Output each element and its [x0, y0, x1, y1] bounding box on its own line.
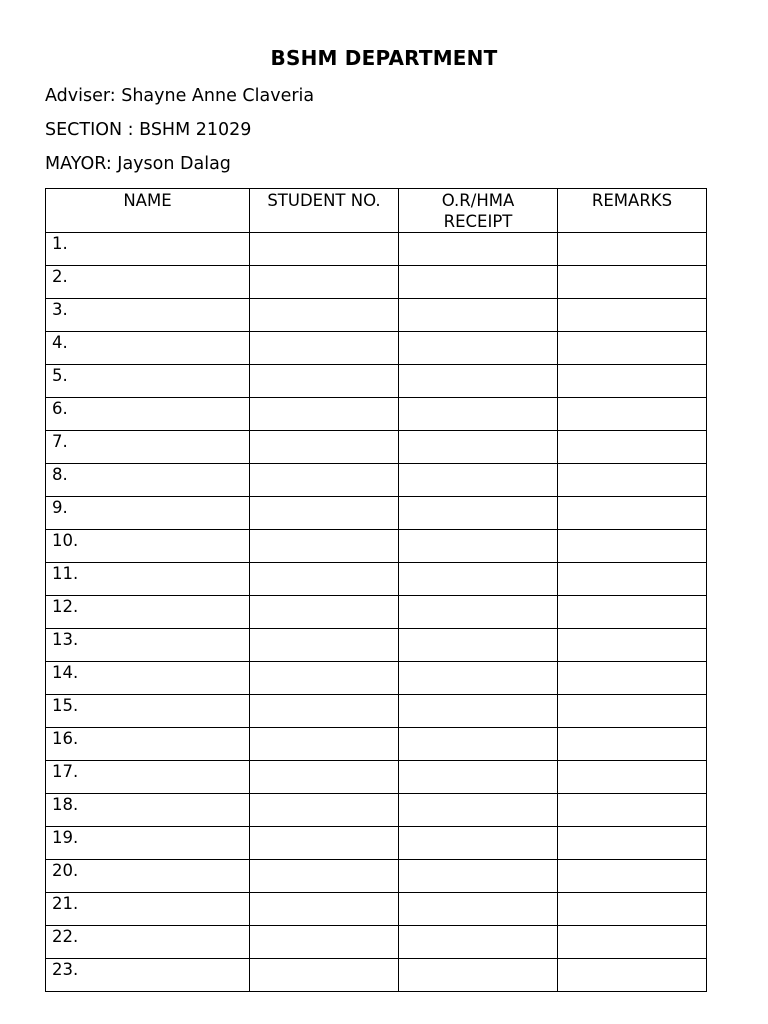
- remarks-cell[interactable]: [558, 926, 707, 959]
- remarks-cell[interactable]: [558, 266, 707, 299]
- table-row: [46, 266, 707, 299]
- table-header-row: [46, 189, 707, 233]
- receipt-cell[interactable]: [399, 299, 558, 332]
- remarks-cell[interactable]: [558, 596, 707, 629]
- table-row: [46, 926, 707, 959]
- student-no-cell[interactable]: [250, 530, 399, 563]
- remarks-cell[interactable]: [558, 629, 707, 662]
- student-no-cell[interactable]: [250, 431, 399, 464]
- student-no-cell[interactable]: [250, 332, 399, 365]
- table-row: [46, 629, 707, 662]
- receipt-cell[interactable]: [399, 662, 558, 695]
- student-no-cell[interactable]: [250, 761, 399, 794]
- remarks-cell[interactable]: [558, 299, 707, 332]
- row-number-name-cell[interactable]: [46, 959, 250, 992]
- student-no-cell[interactable]: [250, 596, 399, 629]
- row-number-name-cell[interactable]: [46, 464, 250, 497]
- receipt-cell[interactable]: [399, 959, 558, 992]
- row-number-name-cell[interactable]: [46, 530, 250, 563]
- student-no-cell[interactable]: [250, 563, 399, 596]
- row-number: 10.: [52, 531, 79, 550]
- row-number-name-cell[interactable]: [46, 233, 250, 266]
- table-row: [46, 695, 707, 728]
- row-number-name-cell[interactable]: [46, 299, 250, 332]
- header-receipt-line2: RECEIPT: [443, 212, 513, 231]
- row-number-name-cell[interactable]: [46, 629, 250, 662]
- student-no-cell[interactable]: [250, 497, 399, 530]
- receipt-cell[interactable]: [399, 365, 558, 398]
- row-number: 9.: [52, 498, 68, 517]
- mayor-line: MAYOR: Jayson Dalag: [45, 154, 231, 174]
- header-name: NAME: [46, 189, 250, 233]
- student-no-cell[interactable]: [250, 365, 399, 398]
- receipt-cell[interactable]: [399, 728, 558, 761]
- table-row: [46, 431, 707, 464]
- table-row: [46, 794, 707, 827]
- roster-body: [46, 233, 707, 992]
- student-no-cell[interactable]: [250, 860, 399, 893]
- remarks-cell[interactable]: [558, 728, 707, 761]
- row-number: 11.: [52, 564, 79, 583]
- table-row: [46, 497, 707, 530]
- receipt-cell[interactable]: [399, 827, 558, 860]
- remarks-cell[interactable]: [558, 464, 707, 497]
- row-number: 14.: [52, 663, 79, 682]
- row-number: 23.: [52, 960, 79, 979]
- table-row: [46, 332, 707, 365]
- header-remarks: REMARKS: [558, 189, 707, 233]
- row-number-name-cell[interactable]: [46, 926, 250, 959]
- remarks-cell[interactable]: [558, 794, 707, 827]
- table-row: [46, 233, 707, 266]
- receipt-cell[interactable]: [399, 629, 558, 662]
- table-row: [46, 959, 707, 992]
- row-number: 16.: [52, 729, 79, 748]
- row-number: 7.: [52, 432, 68, 451]
- receipt-cell[interactable]: [399, 563, 558, 596]
- table-row: [46, 596, 707, 629]
- receipt-cell[interactable]: [399, 497, 558, 530]
- receipt-cell[interactable]: [399, 431, 558, 464]
- student-no-cell[interactable]: [250, 893, 399, 926]
- receipt-cell[interactable]: [399, 233, 558, 266]
- remarks-cell[interactable]: [558, 563, 707, 596]
- row-number-name-cell[interactable]: [46, 728, 250, 761]
- student-no-cell[interactable]: [250, 827, 399, 860]
- receipt-cell[interactable]: [399, 695, 558, 728]
- page-title: BSHM DEPARTMENT: [270, 46, 498, 70]
- remarks-cell[interactable]: [558, 497, 707, 530]
- table-row: [46, 893, 707, 926]
- row-number: 19.: [52, 828, 79, 847]
- row-number-name-cell[interactable]: [46, 860, 250, 893]
- receipt-cell[interactable]: [399, 926, 558, 959]
- remarks-cell[interactable]: [558, 695, 707, 728]
- roster-table: [45, 188, 707, 992]
- row-number: 13.: [52, 630, 79, 649]
- remarks-cell[interactable]: [558, 365, 707, 398]
- row-number: 22.: [52, 927, 79, 946]
- student-no-cell[interactable]: [250, 266, 399, 299]
- row-number-name-cell[interactable]: [46, 398, 250, 431]
- student-no-cell[interactable]: [250, 794, 399, 827]
- table-row: [46, 299, 707, 332]
- student-no-cell[interactable]: [250, 299, 399, 332]
- receipt-cell[interactable]: [399, 860, 558, 893]
- row-number-name-cell[interactable]: [46, 662, 250, 695]
- receipt-cell[interactable]: [399, 464, 558, 497]
- table-row: [46, 398, 707, 431]
- remarks-cell[interactable]: [558, 827, 707, 860]
- section-line: SECTION : BSHM 21029: [45, 120, 252, 140]
- row-number: 4.: [52, 333, 68, 352]
- row-number: 15.: [52, 696, 79, 715]
- row-number-name-cell[interactable]: [46, 596, 250, 629]
- remarks-cell[interactable]: [558, 959, 707, 992]
- row-number: 12.: [52, 597, 79, 616]
- table-row: [46, 728, 707, 761]
- remarks-cell[interactable]: [558, 332, 707, 365]
- student-no-cell[interactable]: [250, 233, 399, 266]
- receipt-cell[interactable]: [399, 530, 558, 563]
- table-row: [46, 860, 707, 893]
- student-no-cell[interactable]: [250, 959, 399, 992]
- student-no-cell[interactable]: [250, 464, 399, 497]
- student-no-cell[interactable]: [250, 629, 399, 662]
- row-number-name-cell[interactable]: [46, 827, 250, 860]
- row-number: 17.: [52, 762, 79, 781]
- remarks-cell[interactable]: [558, 860, 707, 893]
- student-no-cell[interactable]: [250, 662, 399, 695]
- table-row: [46, 827, 707, 860]
- row-number: 1.: [52, 234, 68, 253]
- student-no-cell[interactable]: [250, 728, 399, 761]
- student-no-cell[interactable]: [250, 398, 399, 431]
- remarks-cell[interactable]: [558, 761, 707, 794]
- receipt-cell[interactable]: [399, 596, 558, 629]
- row-number-name-cell[interactable]: [46, 794, 250, 827]
- row-number-name-cell[interactable]: [46, 695, 250, 728]
- row-number-name-cell[interactable]: [46, 266, 250, 299]
- student-no-cell[interactable]: [250, 926, 399, 959]
- remarks-cell[interactable]: [558, 893, 707, 926]
- receipt-cell[interactable]: [399, 893, 558, 926]
- row-number: 3.: [52, 300, 68, 319]
- header-receipt-line1: O.R/HMA: [441, 191, 515, 210]
- row-number-name-cell[interactable]: [46, 563, 250, 596]
- row-number-name-cell[interactable]: [46, 497, 250, 530]
- remarks-cell[interactable]: [558, 431, 707, 464]
- row-number-name-cell[interactable]: [46, 893, 250, 926]
- row-number-name-cell[interactable]: [46, 761, 250, 794]
- receipt-cell[interactable]: [399, 266, 558, 299]
- receipt-cell[interactable]: [399, 332, 558, 365]
- table-row: [46, 662, 707, 695]
- remarks-cell[interactable]: [558, 398, 707, 431]
- row-number: 21.: [52, 894, 79, 913]
- row-number: 20.: [52, 861, 79, 880]
- row-number-name-cell[interactable]: [46, 431, 250, 464]
- header-receipt: [399, 189, 558, 233]
- remarks-cell[interactable]: [558, 233, 707, 266]
- table-row: [46, 464, 707, 497]
- row-number: 6.: [52, 399, 68, 418]
- table-row: [46, 530, 707, 563]
- adviser-line: Adviser: Shayne Anne Claveria: [45, 86, 315, 106]
- table-row: [46, 761, 707, 794]
- row-number-name-cell[interactable]: [46, 365, 250, 398]
- header-student-no: STUDENT NO.: [250, 189, 399, 233]
- table-row: [46, 563, 707, 596]
- student-no-cell[interactable]: [250, 695, 399, 728]
- row-number-name-cell[interactable]: [46, 332, 250, 365]
- row-number: 8.: [52, 465, 68, 484]
- receipt-cell[interactable]: [399, 398, 558, 431]
- row-number: 2.: [52, 267, 68, 286]
- remarks-cell[interactable]: [558, 662, 707, 695]
- table-row: [46, 365, 707, 398]
- receipt-cell[interactable]: [399, 761, 558, 794]
- remarks-cell[interactable]: [558, 530, 707, 563]
- row-number: 18.: [52, 795, 79, 814]
- receipt-cell[interactable]: [399, 794, 558, 827]
- row-number: 5.: [52, 366, 68, 385]
